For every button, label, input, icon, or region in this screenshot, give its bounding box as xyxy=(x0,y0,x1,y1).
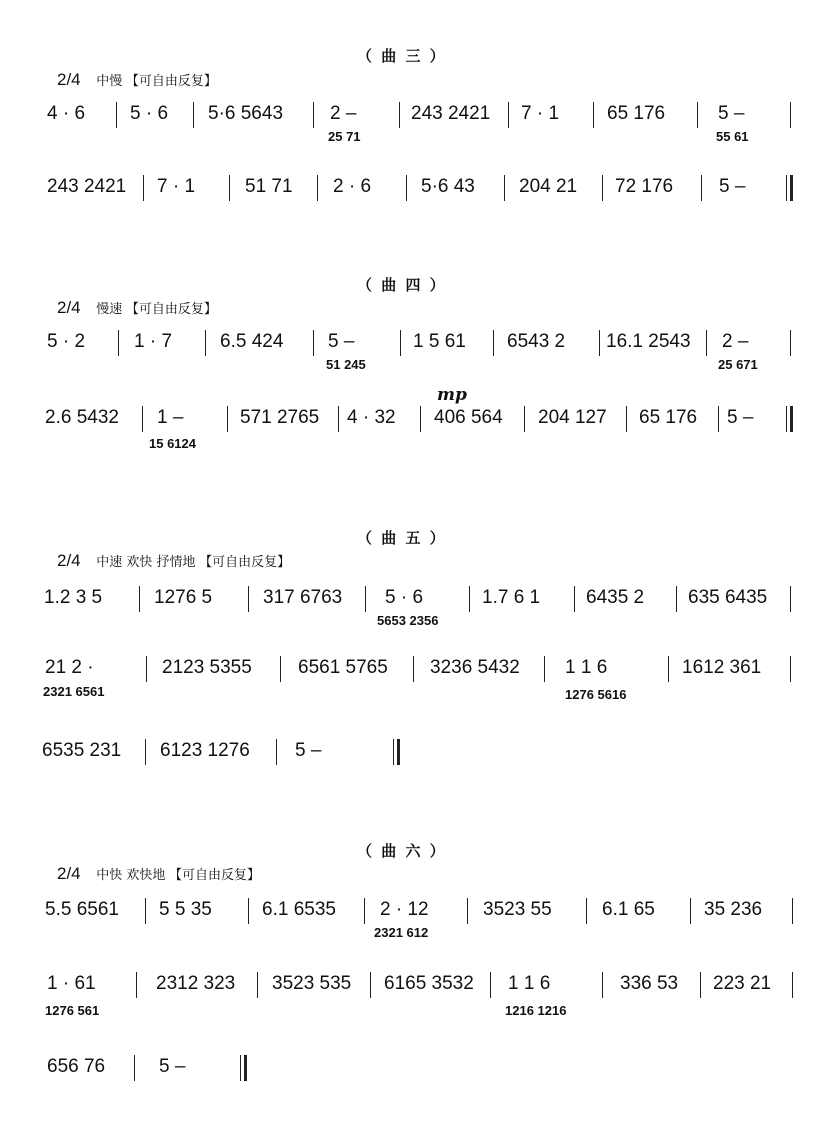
measure: 6.1 65 xyxy=(602,899,655,920)
barline xyxy=(276,739,277,765)
measure: 4 · 32 xyxy=(347,407,396,428)
measure: 1 1 6 xyxy=(508,973,551,994)
barline xyxy=(143,175,144,201)
measure: 6.1 6535 xyxy=(262,899,336,920)
barline xyxy=(142,406,143,432)
measure: 6123 1276 xyxy=(160,740,250,761)
measure: 65 176 xyxy=(639,407,698,428)
measure: 2 – xyxy=(722,331,749,352)
barline xyxy=(792,898,793,924)
final-barline xyxy=(786,175,793,201)
barline xyxy=(524,406,525,432)
measure: 5 – xyxy=(718,103,745,124)
measure: 6435 2 xyxy=(586,587,645,608)
grace-notes: 1276 561 xyxy=(45,1003,100,1018)
measure: 5 – xyxy=(727,407,754,428)
barline xyxy=(364,898,365,924)
barline xyxy=(690,898,691,924)
measure: 21 2 · xyxy=(45,657,94,678)
grace-notes: 25 71 xyxy=(328,129,361,144)
repeat-marking: 【可自由反复】 xyxy=(169,868,261,883)
measure: 2.6 5432 xyxy=(45,407,119,428)
barline xyxy=(227,406,228,432)
barline xyxy=(313,102,314,128)
measure: 5 – xyxy=(328,331,355,352)
measure: 1.7 6 1 xyxy=(482,587,541,608)
grace-notes: 55 61 xyxy=(716,129,749,144)
time-signature: 2/4 xyxy=(57,70,81,89)
barline xyxy=(626,406,627,432)
dynamic-marking: mp xyxy=(437,385,467,405)
measure: 243 2421 xyxy=(47,176,127,197)
barline xyxy=(676,586,677,612)
measure: 5 · 2 xyxy=(47,331,86,352)
measure: 1 5 61 xyxy=(413,331,466,352)
measure: 317 6763 xyxy=(263,587,343,608)
measure: 5 – xyxy=(295,740,322,761)
measure: 1 · 7 xyxy=(134,331,173,352)
measure: 3523 55 xyxy=(483,899,552,920)
barline xyxy=(586,898,587,924)
barline xyxy=(602,175,603,201)
measure: 2123 5355 xyxy=(162,657,252,678)
barline xyxy=(490,972,491,998)
measure: 1 · 61 xyxy=(47,973,96,994)
barline xyxy=(706,330,707,356)
measure: 656 76 xyxy=(47,1056,106,1077)
barline xyxy=(790,586,791,612)
measure: 204 21 xyxy=(519,176,578,197)
measure: 2 · 6 xyxy=(333,176,372,197)
barline xyxy=(145,898,146,924)
barline xyxy=(790,656,791,682)
measure: 1.2 3 5 xyxy=(44,587,103,608)
barline xyxy=(338,406,339,432)
barline xyxy=(574,586,575,612)
barline xyxy=(718,406,719,432)
final-barline xyxy=(393,739,400,765)
barline xyxy=(493,330,494,356)
measure: 6.5 424 xyxy=(220,331,284,352)
piece-title: （ 曲 三 ） xyxy=(357,47,447,65)
measure: 4 · 6 xyxy=(47,103,86,124)
barline xyxy=(400,330,401,356)
barline xyxy=(365,586,366,612)
barline xyxy=(467,898,468,924)
barline xyxy=(317,175,318,201)
grace-notes: 2321 6561 xyxy=(43,684,105,699)
barline xyxy=(406,175,407,201)
barline xyxy=(145,739,146,765)
measure: 35 236 xyxy=(704,899,763,920)
barline xyxy=(602,972,603,998)
barline xyxy=(193,102,194,128)
measure: 51 71 xyxy=(245,176,293,197)
measure: 2 – xyxy=(330,103,357,124)
measure: 5·6 5643 xyxy=(208,103,284,124)
time-signature: 2/4 xyxy=(57,864,81,883)
piece-title: （ 曲 六 ） xyxy=(357,842,447,860)
measure: 1 1 6 xyxy=(565,657,608,678)
barline xyxy=(116,102,117,128)
measure: 3523 535 xyxy=(272,973,352,994)
measure: 16.1 2543 xyxy=(606,331,691,352)
measure: 223 21 xyxy=(713,973,772,994)
barline xyxy=(593,102,594,128)
tempo-marking: 慢速 xyxy=(96,302,123,317)
barline xyxy=(370,972,371,998)
piece-title: （ 曲 五 ） xyxy=(357,529,447,547)
piece-title: （ 曲 四 ） xyxy=(357,276,447,294)
measure: 5.5 6561 xyxy=(45,899,119,920)
grace-notes: 1216 1216 xyxy=(505,1003,567,1018)
barline xyxy=(248,586,249,612)
measure: 635 6435 xyxy=(688,587,768,608)
barline xyxy=(790,330,791,356)
barline xyxy=(599,330,600,356)
measure: 5 5 35 xyxy=(159,899,212,920)
tempo-marking: 中速 欢快 抒情地 xyxy=(96,555,196,570)
measure: 336 53 xyxy=(620,973,679,994)
measure: 1276 5 xyxy=(154,587,213,608)
measure: 6165 3532 xyxy=(384,973,474,994)
final-barline xyxy=(786,406,793,432)
barline xyxy=(257,972,258,998)
repeat-marking: 【可自由反复】 xyxy=(199,555,291,570)
measure: 5 · 6 xyxy=(385,587,424,608)
measure: 6543 2 xyxy=(507,331,566,352)
measure: 571 2765 xyxy=(240,407,320,428)
barline xyxy=(134,1055,135,1081)
measure: 5 · 6 xyxy=(130,103,169,124)
measure: 1612 361 xyxy=(682,657,762,678)
barline xyxy=(229,175,230,201)
repeat-marking: 【可自由反复】 xyxy=(125,302,217,317)
grace-notes: 2321 612 xyxy=(374,925,429,940)
grace-notes: 1276 5616 xyxy=(565,687,627,702)
measure: 5 – xyxy=(719,176,746,197)
measure: 6535 231 xyxy=(42,740,122,761)
measure: 7 · 1 xyxy=(521,103,560,124)
final-barline xyxy=(240,1055,247,1081)
barline xyxy=(792,972,793,998)
piece-meta xyxy=(57,298,217,318)
barline xyxy=(413,656,414,682)
tempo-marking: 中快 欢快地 xyxy=(96,868,166,883)
barline xyxy=(504,175,505,201)
barline xyxy=(420,406,421,432)
barline xyxy=(136,972,137,998)
piece-meta xyxy=(57,70,217,90)
barline xyxy=(668,656,669,682)
barline xyxy=(508,102,509,128)
barline xyxy=(248,898,249,924)
barline xyxy=(205,330,206,356)
time-signature: 2/4 xyxy=(57,298,81,317)
measure: 2 · 12 xyxy=(380,899,429,920)
time-signature: 2/4 xyxy=(57,551,81,570)
measure: 6561 5765 xyxy=(298,657,388,678)
barline xyxy=(146,656,147,682)
grace-notes: 5653 2356 xyxy=(377,613,439,628)
piece-meta xyxy=(57,864,260,884)
measure: 65 176 xyxy=(607,103,666,124)
grace-notes: 51 245 xyxy=(326,357,366,372)
measure: 3236 5432 xyxy=(430,657,520,678)
grace-notes: 15 6124 xyxy=(149,436,196,451)
measure: 7 · 1 xyxy=(157,176,196,197)
barline xyxy=(313,330,314,356)
barline xyxy=(790,102,791,128)
measure: 406 564 xyxy=(434,407,503,428)
measure: 1 – xyxy=(157,407,184,428)
barline xyxy=(139,586,140,612)
measure: 204 127 xyxy=(538,407,607,428)
tempo-marking: 中慢 xyxy=(96,74,123,89)
barline xyxy=(701,175,702,201)
barline xyxy=(118,330,119,356)
measure: 5·6 43 xyxy=(421,176,475,197)
grace-notes: 25 671 xyxy=(718,357,758,372)
piece-meta xyxy=(57,551,290,571)
measure: 2312 323 xyxy=(156,973,236,994)
barline xyxy=(697,102,698,128)
barline xyxy=(399,102,400,128)
barline xyxy=(280,656,281,682)
barline xyxy=(700,972,701,998)
measure: 72 176 xyxy=(615,176,674,197)
barline xyxy=(469,586,470,612)
measure: 5 – xyxy=(159,1056,186,1077)
repeat-marking: 【可自由反复】 xyxy=(125,74,217,89)
barline xyxy=(544,656,545,682)
measure: 243 2421 xyxy=(411,103,491,124)
